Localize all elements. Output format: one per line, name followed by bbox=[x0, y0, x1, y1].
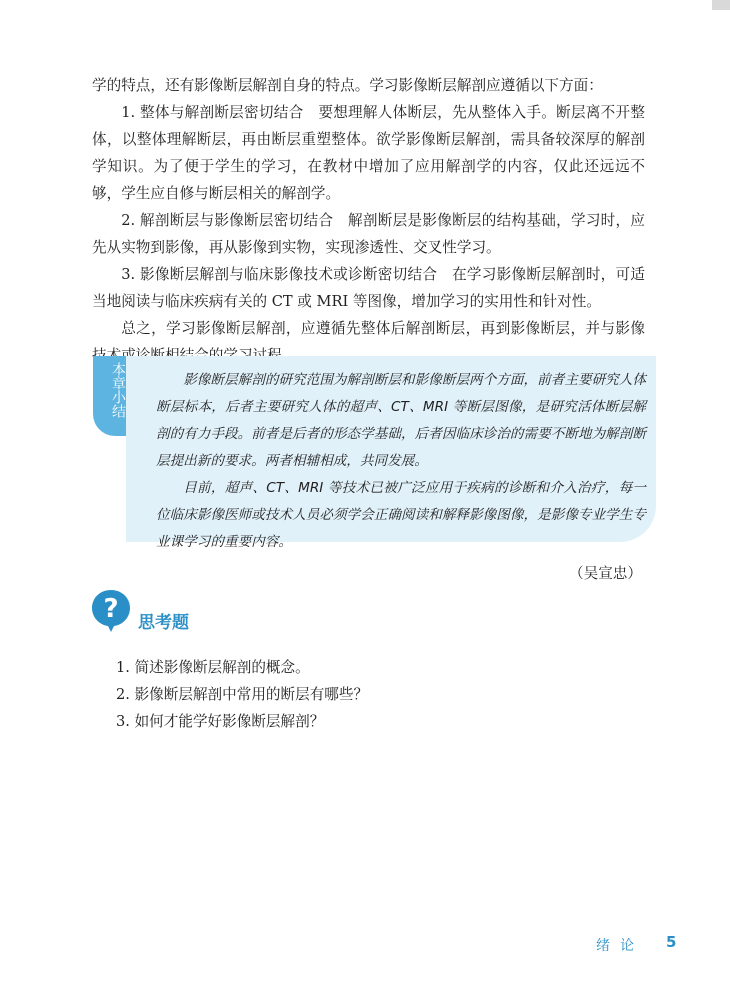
summary-paragraph-2: 目前，超声、CT、MRI 等技术已被广泛应用于疾病的诊断和介入治疗，每一位临床影像医师或技术人员必须学会正确阅读和解释影像图像，是影像专业学生专业课学习的重要内容。 bbox=[156, 480, 646, 550]
paragraph-point-2: 2. 解剖断层与影像断层密切结合 解剖断层是影像断层的结构基础，学习时，应先从实物到影像，再从影像到实物，实现渗透性、交叉性学习。 bbox=[92, 212, 645, 256]
question-item: 1. 简述影像断层解剖的概念。 bbox=[116, 659, 310, 676]
question-list bbox=[116, 654, 368, 735]
paragraph-conclusion: 总之，学习影像断层解剖，应遵循先整体后解剖断层，再到影像断层，并与影像 bbox=[121, 320, 645, 337]
question-item: 2. 影像断层解剖中常用的断层有哪些？ bbox=[116, 686, 369, 703]
footer-chapter-title: 绪论 bbox=[596, 938, 644, 954]
chapter-summary-text bbox=[156, 367, 646, 556]
question-mark-icon bbox=[90, 588, 132, 634]
questions-title: 思考题 bbox=[138, 613, 189, 633]
question-item: 3. 如何才能学好影像断层解剖？ bbox=[116, 713, 325, 730]
paragraph-point-1: 1. 整体与解剖断层密切结合 要想理解人体断层，先从整体入手。断层离不开整体，以整体理解断层，再由断层重塑整体。欲学影像断层解剖，需具备较深厚的解剖学知识。为了便于学生的学习，在教材中增加了应用解剖学的内容，仅此还远远不够，学生应自修与断层相关的解剖学。 bbox=[92, 104, 645, 202]
author-name: （吴宣忠） bbox=[569, 565, 642, 582]
summary-paragraph-1: 影像断层解剖的研究范围为解剖断层和影像断层两个方面，前者主要研究人体断层标本，后者主要研究人体的超声、CT、MRI 等断层图像，是研究活体断层解剖的有力手段。前者是后者的形态学基础，后者因临床诊治的需要不断地为解剖断层提出新的要求。两者相辅相成，共同发展。 bbox=[156, 372, 646, 469]
corner-mark bbox=[712, 0, 730, 10]
page-number: 5 bbox=[666, 933, 677, 951]
chapter-summary-tab bbox=[93, 356, 126, 436]
paragraph-point-3: 3. 影像断层解剖与临床影像技术或诊断密切结合 在学习影像断层解剖时，可适当地阅读与临床疾病有关的 CT 或 MRI 等图像，增加学习的实用性和针对性。 bbox=[92, 266, 645, 310]
chapter-summary-label: 本章小结 bbox=[110, 362, 126, 418]
question-mark-glyph: ? bbox=[103, 594, 119, 624]
body-text bbox=[92, 72, 645, 369]
paragraph-intro: 学的特点，还有影像断层解剖自身的特点。学习影像断层解剖应遵循以下方面： bbox=[92, 77, 603, 94]
